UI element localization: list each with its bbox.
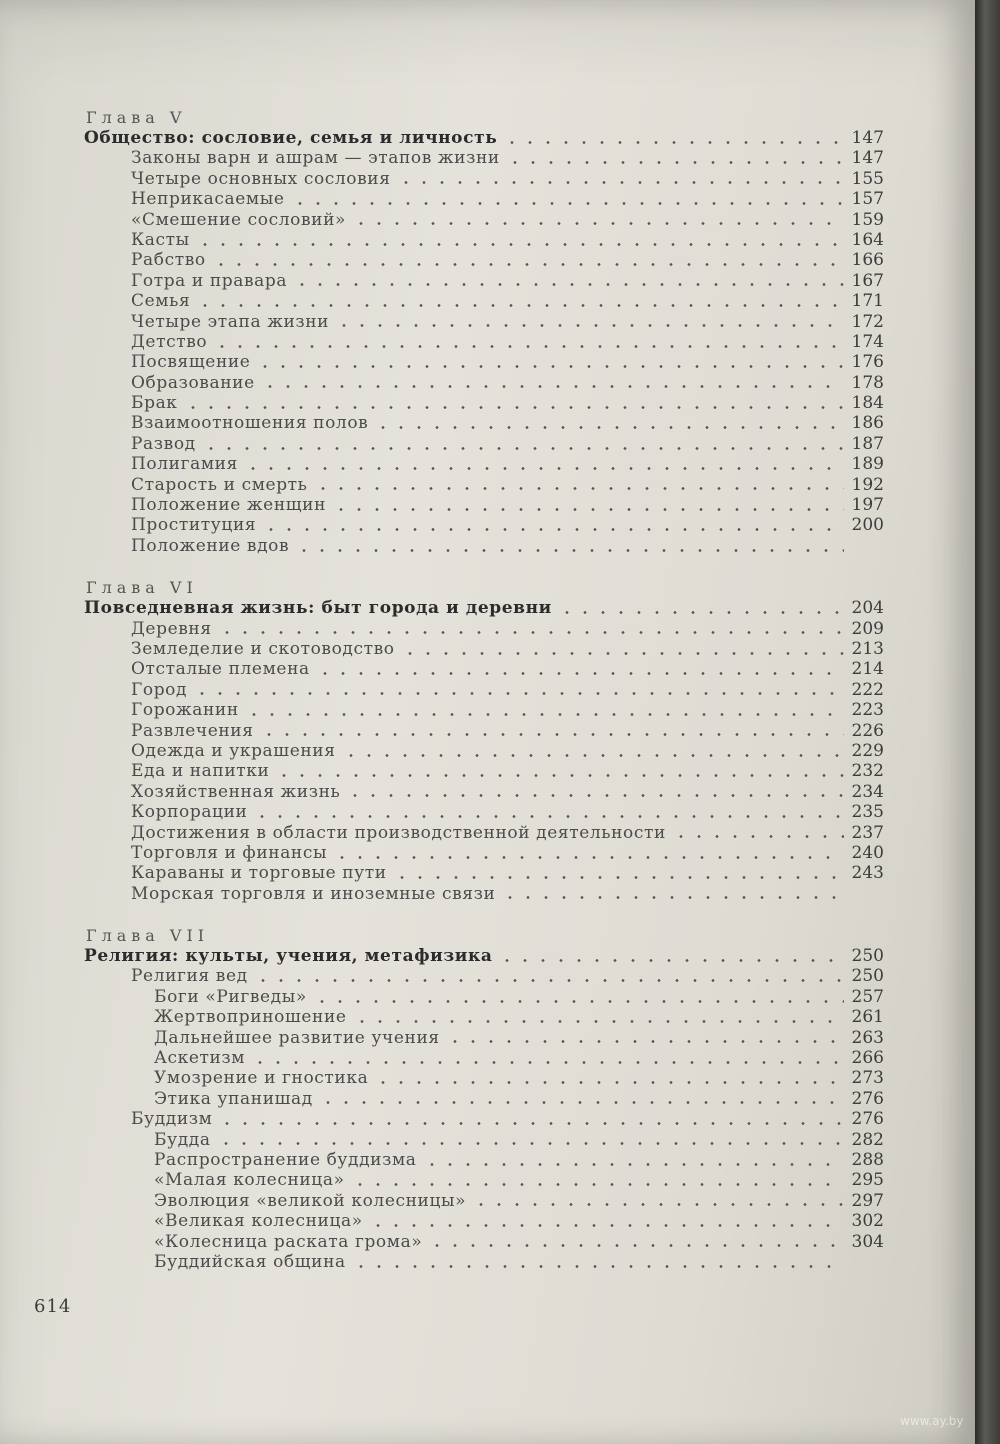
page-ref: 167 xyxy=(851,270,884,291)
leader-dots xyxy=(401,652,844,655)
toc-entry-title: Морская торговля и иноземные связи xyxy=(131,883,496,904)
toc-entry-title: Город xyxy=(131,679,188,700)
leader-dots xyxy=(256,365,844,368)
leader-dots xyxy=(196,243,844,246)
toc-entry[interactable] xyxy=(84,639,884,659)
toc-entry[interactable] xyxy=(84,169,884,189)
toc-entry[interactable] xyxy=(84,741,884,761)
toc-entry[interactable] xyxy=(84,802,884,822)
toc-entry[interactable] xyxy=(84,966,884,986)
toc-entry[interactable] xyxy=(84,1109,884,1129)
page-ref: 266 xyxy=(851,1048,884,1069)
toc-entry[interactable] xyxy=(84,291,884,311)
toc-entry-title: Рабство xyxy=(131,250,206,271)
leader-dots xyxy=(212,263,844,266)
page-ref: 229 xyxy=(851,740,884,761)
page-ref: 147 xyxy=(851,148,884,169)
toc-entry[interactable] xyxy=(84,843,884,863)
leader-dots xyxy=(253,815,844,818)
leader-dots xyxy=(503,141,844,144)
toc-entry-title: Торговля и финансы xyxy=(131,842,328,863)
page-ref: 200 xyxy=(851,515,884,536)
toc-entry-title: Развод xyxy=(131,433,196,454)
toc-entry[interactable] xyxy=(84,782,884,802)
toc-entry-title: Корпорации xyxy=(131,802,248,823)
toc-entry[interactable] xyxy=(84,210,884,230)
page-ref: 159 xyxy=(851,209,884,230)
toc-entry-title: Умозрение и гностика xyxy=(154,1068,369,1089)
chapter-label: Глава VII xyxy=(86,926,210,946)
leader-dots xyxy=(501,896,844,899)
toc-entry-title: Буддийская община xyxy=(154,1251,346,1272)
chapter-gap xyxy=(84,556,884,578)
page-ref: 186 xyxy=(851,413,884,434)
toc-entry-title: Проституция xyxy=(131,515,257,536)
leader-dots xyxy=(262,528,844,531)
leader-dots xyxy=(351,1183,844,1186)
toc-entry-title: Будда xyxy=(154,1129,211,1150)
page-ref: 204 xyxy=(851,598,884,619)
leader-dots xyxy=(254,979,844,982)
toc-entry-title: Достижения в области производственной деятельности xyxy=(131,822,666,843)
toc-entry[interactable] xyxy=(84,352,884,372)
leader-dots xyxy=(313,1000,844,1003)
page-ref: 166 xyxy=(851,250,884,271)
page-number: 614 xyxy=(34,1296,72,1317)
page-ref: 250 xyxy=(851,966,884,987)
page-ref: 187 xyxy=(851,433,884,454)
chapter-gap xyxy=(84,904,884,926)
toc-entry[interactable] xyxy=(84,721,884,741)
toc-entry[interactable] xyxy=(84,1211,884,1231)
book-edge xyxy=(975,0,1000,1444)
toc-entry[interactable] xyxy=(84,1028,884,1048)
toc-entry-title: Деревня xyxy=(131,618,212,639)
toc-entry[interactable] xyxy=(84,189,884,209)
leader-dots xyxy=(244,467,844,470)
page-ref: 214 xyxy=(851,659,884,680)
page-ref: 157 xyxy=(851,189,884,210)
toc-entry-title: Касты xyxy=(131,229,190,250)
toc-entry-title: Положение вдов xyxy=(131,535,290,556)
page-ref: 237 xyxy=(851,822,884,843)
leader-dots xyxy=(335,324,844,327)
leader-dots xyxy=(314,487,844,490)
leader-dots xyxy=(428,1244,844,1247)
leader-dots xyxy=(558,611,844,614)
chapter-title: Повседневная жизнь: быт города и деревни xyxy=(84,598,552,619)
page-ref: 235 xyxy=(851,802,884,823)
page-ref: 276 xyxy=(851,1109,884,1130)
toc-entry-title: Семья xyxy=(131,291,191,312)
leader-dots xyxy=(218,631,844,634)
leader-dots xyxy=(245,713,844,716)
page-ref: 243 xyxy=(851,863,884,884)
toc-entry-title: Неприкасаемые xyxy=(131,189,285,210)
page-ref: 184 xyxy=(851,393,884,414)
toc-entry[interactable] xyxy=(84,373,884,393)
leader-dots xyxy=(397,181,844,184)
toc-entry-title: Распространение буддизма xyxy=(154,1149,417,1170)
toc-entry-title: Законы варн и ашрам — этапов жизни xyxy=(131,148,500,169)
leader-dots xyxy=(472,1203,844,1206)
toc-entry-title: Боги «Ригведы» xyxy=(154,986,307,1007)
page-ref: 213 xyxy=(851,638,884,659)
leader-dots xyxy=(218,1122,844,1125)
leader-dots xyxy=(217,1142,844,1145)
toc-entry-title: Жертвоприношение xyxy=(154,1007,347,1028)
page-ref: 155 xyxy=(851,168,884,189)
toc-entry-title: Развлечения xyxy=(131,720,254,741)
chapter-title: Религия: культы, учения, метафизика xyxy=(84,946,493,967)
toc-entry-title: Полигамия xyxy=(131,454,238,475)
toc-entry[interactable] xyxy=(84,332,884,352)
leader-dots xyxy=(446,1040,844,1043)
page-ref: 288 xyxy=(851,1149,884,1170)
leader-dots xyxy=(196,304,844,307)
leader-dots xyxy=(374,1081,844,1084)
leader-dots xyxy=(260,733,844,736)
toc-entry-title: Аскетизм xyxy=(154,1048,246,1069)
toc-entry[interactable] xyxy=(84,312,884,332)
watermark: www.ay.by xyxy=(900,1414,964,1428)
page-ref: 197 xyxy=(851,495,884,516)
toc-entry-title: Еда и напитки xyxy=(131,761,270,782)
toc-entry-title: «Малая колесница» xyxy=(154,1170,345,1191)
leader-dots xyxy=(374,426,844,429)
toc-entry[interactable] xyxy=(84,863,884,883)
leader-dots xyxy=(352,1265,844,1268)
toc-entry[interactable] xyxy=(84,1252,884,1272)
page-ref: 257 xyxy=(851,986,884,1007)
leader-dots xyxy=(295,549,844,552)
page-ref: 295 xyxy=(851,1170,884,1191)
leader-dots xyxy=(202,447,844,450)
leader-dots xyxy=(261,385,844,388)
toc-entry-title: Религия вед xyxy=(131,966,248,987)
page-ref: 240 xyxy=(851,842,884,863)
toc-entry[interactable] xyxy=(84,884,884,904)
leader-dots xyxy=(316,672,844,675)
toc-entry[interactable] xyxy=(84,250,884,270)
leader-dots xyxy=(333,856,844,859)
toc-entry-title: Одежда и украшения xyxy=(131,740,336,761)
toc-entry-title: Хозяйственная жизнь xyxy=(131,781,341,802)
leader-dots xyxy=(193,692,844,695)
leader-dots xyxy=(498,959,844,962)
toc-entry-title: «Колесница раската грома» xyxy=(154,1231,423,1252)
page-ref: 222 xyxy=(851,679,884,700)
leader-dots xyxy=(184,406,844,409)
toc-entry[interactable] xyxy=(84,148,884,168)
toc-entry[interactable] xyxy=(84,271,884,291)
leader-dots xyxy=(251,1061,844,1064)
toc-entry[interactable] xyxy=(84,680,884,700)
toc-entry[interactable] xyxy=(84,475,884,495)
page-ref: 263 xyxy=(851,1027,884,1048)
toc-entry[interactable] xyxy=(84,495,884,515)
leader-dots xyxy=(319,1101,844,1104)
toc-entry-title: Старость и смерть xyxy=(131,474,308,495)
toc-entry-title: Горожанин xyxy=(131,700,239,721)
toc-entry-title: Отсталые племена xyxy=(131,659,310,680)
toc-entry[interactable] xyxy=(84,823,884,843)
page-ref: 232 xyxy=(851,761,884,782)
toc-entry[interactable] xyxy=(84,987,884,1007)
leader-dots xyxy=(506,161,844,164)
toc-entry[interactable] xyxy=(84,1232,884,1252)
toc-entry-title: Четыре этапа жизни xyxy=(131,311,330,332)
page-ref: 234 xyxy=(851,781,884,802)
toc-entry-title: Положение женщин xyxy=(131,495,327,516)
chapter-label: Глава VI xyxy=(86,578,198,598)
page-ref: 172 xyxy=(851,311,884,332)
page-ref: 282 xyxy=(851,1129,884,1150)
leader-dots xyxy=(672,835,844,838)
toc-entry-title: Детство xyxy=(131,331,208,352)
toc-entry-title: Четыре основных сословия xyxy=(131,168,391,189)
leader-dots xyxy=(393,876,844,879)
toc-entry[interactable] xyxy=(84,1048,884,1068)
page-ref: 304 xyxy=(851,1231,884,1252)
chapter-section xyxy=(84,108,884,556)
page-ref: 176 xyxy=(851,352,884,373)
toc-entry-title: Готра и правара xyxy=(131,270,288,291)
toc-entry-title: «Смешение сословий» xyxy=(131,209,347,230)
toc-entry-title: Караваны и торговые пути xyxy=(131,863,387,884)
table-of-contents xyxy=(84,108,884,1272)
page-ref: 171 xyxy=(851,291,884,312)
toc-entry[interactable] xyxy=(84,393,884,413)
toc-entry[interactable] xyxy=(84,1150,884,1170)
toc-entry[interactable] xyxy=(84,1170,884,1190)
toc-entry-title: Образование xyxy=(131,372,255,393)
toc-entry[interactable] xyxy=(84,659,884,679)
leader-dots xyxy=(213,345,844,348)
toc-entry[interactable] xyxy=(84,515,884,535)
chapter-section xyxy=(84,926,884,1272)
leader-dots xyxy=(346,794,844,797)
page-ref: 178 xyxy=(851,372,884,393)
toc-entry-title: Посвящение xyxy=(131,352,251,373)
toc-entry[interactable] xyxy=(84,454,884,474)
toc-entry-title: Земледелие и скотоводство xyxy=(131,638,395,659)
page-ref: 302 xyxy=(851,1211,884,1232)
leader-dots xyxy=(291,202,844,205)
toc-entry[interactable] xyxy=(84,536,884,556)
toc-entry[interactable] xyxy=(84,1007,884,1027)
toc-entry[interactable] xyxy=(84,761,884,781)
page-ref: 189 xyxy=(851,454,884,475)
page-ref: 250 xyxy=(851,946,884,967)
page-ref: 226 xyxy=(851,720,884,741)
toc-entry[interactable] xyxy=(84,700,884,720)
page-ref: 192 xyxy=(851,474,884,495)
toc-entry-title: Этика упанишад xyxy=(154,1088,313,1109)
toc-entry-title: Брак xyxy=(131,393,178,414)
toc-entry-title: Дальнейшее развитие учения xyxy=(154,1027,440,1048)
toc-entry[interactable] xyxy=(84,413,884,433)
toc-entry[interactable] xyxy=(84,434,884,454)
toc-entry-title: Взаимоотношения полов xyxy=(131,413,369,434)
toc-entry-title: Буддизм xyxy=(131,1109,213,1130)
toc-entry[interactable] xyxy=(84,619,884,639)
leader-dots xyxy=(293,283,844,286)
leader-dots xyxy=(332,508,844,511)
page-ref: 164 xyxy=(851,229,884,250)
page-ref: 297 xyxy=(851,1190,884,1211)
leader-dots xyxy=(342,754,844,757)
page-ref: 147 xyxy=(851,128,884,148)
toc-entry-title: Эволюция «великой колесницы» xyxy=(154,1190,467,1211)
leader-dots xyxy=(369,1224,844,1227)
chapter-title: Общество: сословие, семья и личность xyxy=(84,128,498,148)
leader-dots xyxy=(353,1020,844,1023)
chapter-title-row[interactable] xyxy=(84,946,884,966)
chapter-title-row[interactable] xyxy=(84,128,884,148)
page-ref: 276 xyxy=(851,1088,884,1109)
toc-entry[interactable] xyxy=(84,1130,884,1150)
leader-dots xyxy=(423,1163,844,1166)
chapter-section xyxy=(84,578,884,904)
page-ref: 223 xyxy=(851,700,884,721)
page-ref: 174 xyxy=(851,331,884,352)
toc-entry-title: «Великая колесница» xyxy=(154,1211,363,1232)
page-ref: 273 xyxy=(851,1068,884,1089)
chapter-title-row[interactable] xyxy=(84,598,884,618)
page-ref: 209 xyxy=(851,618,884,639)
chapter-label: Глава V xyxy=(86,108,187,127)
leader-dots xyxy=(352,222,844,225)
leader-dots xyxy=(275,774,844,777)
page-ref: 261 xyxy=(851,1007,884,1028)
toc-entry[interactable] xyxy=(84,230,884,250)
toc-entry[interactable] xyxy=(84,1089,884,1109)
toc-entry[interactable] xyxy=(84,1191,884,1211)
toc-entry[interactable] xyxy=(84,1068,884,1088)
